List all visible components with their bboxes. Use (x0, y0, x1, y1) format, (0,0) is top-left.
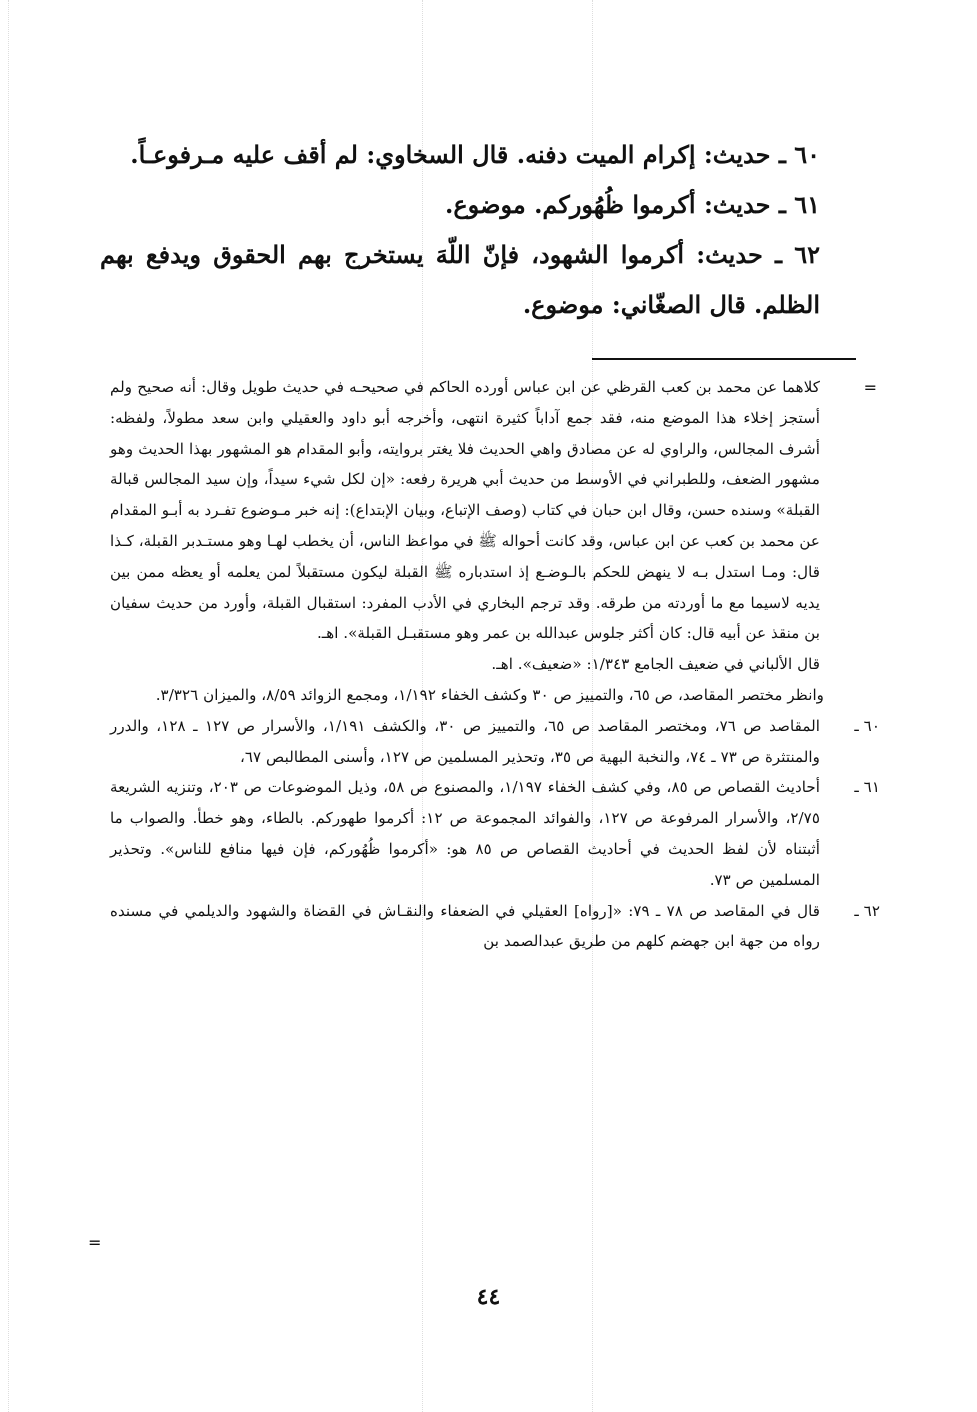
footnote-albani: قال الألباني في ضعيف الجامع ١/٣٤٣: «ضعيف». اهـ. (491, 655, 820, 674)
footnote-60 (110, 711, 880, 773)
entry-60: ٦٠ ـ حديث: إكرام الميت دفنه. قال السخاوي: لم أقف عليه مـرفوعـاً. (130, 140, 820, 169)
scan-artifact-line (8, 0, 9, 1412)
footnote-continued: كلاهما عن محمد بن كعب القرظي عن ابن عباس أورده الحاكم في صحيحـه في حديث طويل وقال: أنه صحيح ولم أستجز إخلاء هذا الموضع منه، فقد جمع آداباً كثيرة انتهى، وأخرجه أبو داود والعقيلي وابن سعد مطولاً، ولفظه: أشرف المجالس، والراوي له عن مصادق واهي الحديث فلا يغتر بروايته، وأبو المقدام هو المشهور بهذا الحديث وهو مشهور الضعف، وللطبراني في الأوسط من حديث أبي هريرة رفعه: «إن لكل شيء سيداً، وإن سيد المجالس قبالة القبلة» وسنده حسن، وقال ابن حبان في كتاب (وصف الإتباع، وبيان الإبتداع): إنه خبر مـوضوع تفـرد به أبـو المقدام عن محمد بن كعب عن ابن عباس، وقد كانت أحواله ﷺ في مواعظ الناس، أن يخطب لهـا وهو مستـدبر القبلة، كـذا قال: ومـا استدل بـه لا ينهض للحكم بالـوضـع إذ استدباره ﷺ القبلة ليكون مستقبلاً لمن يعلمه أو يعظه ممن بين يديه لاسيما مع ما أوردته من طرقه. وقد ترجم البخاري في الأدب المفرد: استقبال القبلة، وأورد من حديث سفيان بن منقذ عن أبيه قال: كان أكثر جلوس عبدالله بن عمر وهو مستقبـل القبلة». اهـ. (110, 378, 820, 643)
footnote-text: قال في المقاصد ص ٧٨ ـ ٧٩: «[رواه] العقيلي في الضعفاء والنقـاش في القضاة والشهود والديلمي في مسنده رواه من جهة ابن جهضم كلهم من طريق عبدالصمد بن (110, 901, 821, 951)
footnotes (110, 372, 880, 957)
continue-marker-top: = (863, 378, 877, 397)
footnote-separator (592, 358, 856, 360)
main-text (100, 130, 820, 330)
footnote-text: أحاديث القصاص ص ٨٥، وفي كشف الخفاء ١/١٩٧، والمصنوع ص ٥٨، وذيل الموضوعات ص ٢٠٣، وتنزيه الشريعة ٢/٧٥، والأسرار المرفوعة ص ١٢٧، والفوائد المجموعة ص ١٢: أكرموا طهوركم. بالطاء، وهو خطأ. والصواب ما أثبتناه لأن لفظ الحديث في أحاديث القصاص ص ٨٥ هو: «أكرموا ظُهُوركم، فإن فيها منافع للناس». وتحذير المسلمين ص ٧٣. (110, 778, 820, 889)
footnote-see-also: وانظر مختصر المقاصد، ص ٦٥، والتمييز ص ٣٠ وكشف الخفاء ١/١٩٢، ومجمع الزوائد ٨/٥٩، والميزان ٣/٣٢٦. (155, 685, 824, 704)
footnote-62 (110, 896, 880, 958)
page-number: ٤٤ (476, 1284, 501, 1310)
footnote-number: ٦٠ ـ (854, 716, 880, 735)
entry-62: ٦٢ ـ حديث: أكرموا الشهود، فإنّ اللّهَ يستخرج بهم الحقوق ويدفع بهم الظلم. قال الصغّاني: موضوع. (100, 240, 820, 319)
footnote-number: ٦١ ـ (854, 778, 880, 797)
footnote-61 (110, 772, 880, 895)
entry-61: ٦١ ـ حديث: أكرموا ظُهُوركم. موضوع. (445, 190, 820, 219)
continue-marker-bottom: = (88, 1233, 102, 1252)
footnote-number: ٦٢ ـ (854, 901, 880, 920)
footnote-text: المقاصد ص ٧٦، ومختصر المقاصد ص ٦٥، والتمييز ص ٣٠، والكشف ١/١٩١، والأسرار ص ١٢٧ ـ ١٢٨، والدرر والمنتثرة ص ٧٣ ـ ٧٤، والنخبة البهية ص ٣٥، وتحذير المسلمين ص ١٢٧، وأسنى المطالبص ٦٧، (110, 716, 820, 766)
